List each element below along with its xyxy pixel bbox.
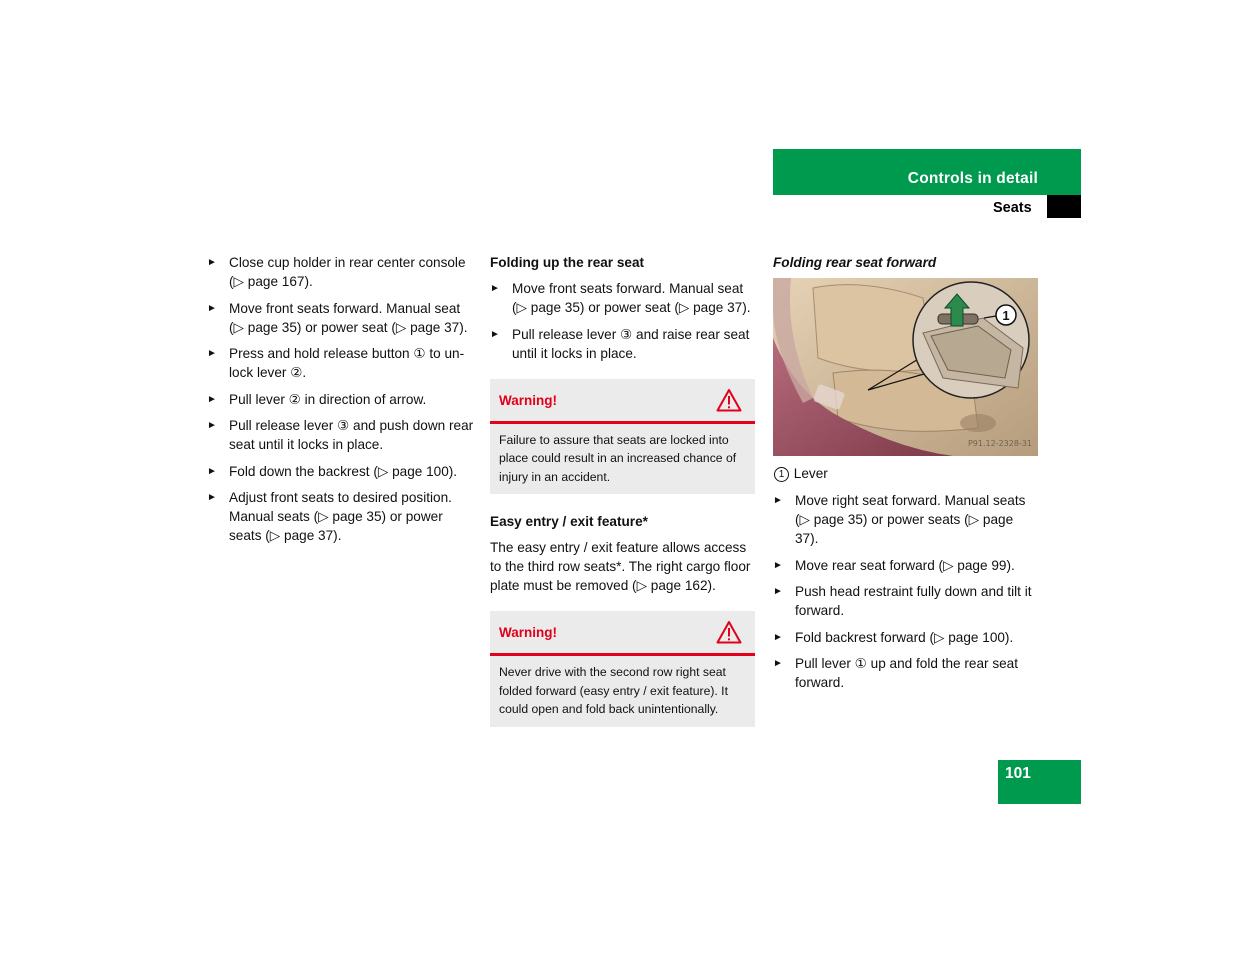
warning-box xyxy=(490,611,755,727)
caption-callout-number: 1 xyxy=(774,467,789,482)
bullet-arrow-icon: ► xyxy=(207,393,217,405)
warning-title: Warning! xyxy=(499,392,557,408)
list-item: ► Push head restraint fully down and tilt it forward. xyxy=(773,584,1032,618)
bullet-arrow-icon: ► xyxy=(207,420,217,431)
bullet-arrow-icon: ► xyxy=(773,658,783,669)
column-left xyxy=(207,253,475,553)
list-item: ► Move rear seat forward (▷ page 99). xyxy=(773,557,1015,573)
warning-box xyxy=(490,379,755,495)
bullet-arrow-icon: ► xyxy=(207,348,217,359)
list-item: ► Fold backrest forward (▷ page 100). xyxy=(773,629,1014,645)
instruction-list xyxy=(490,279,756,363)
list-item: ► Adjust front seats to desired position. Manual seats (▷ page 35) or power seats (▷ page 37). xyxy=(207,490,452,543)
bullet-arrow-icon: ► xyxy=(207,257,217,268)
body-paragraph: The easy entry / exit feature allows access to the third row seats*. The right cargo floor plate must be removed (▷ page 162). xyxy=(490,540,751,594)
warning-header xyxy=(490,611,755,656)
list-item: ► Pull release lever ③ and push down rear seat until it locks in place. xyxy=(207,418,474,452)
list-item: ► Move front seats forward. Manual seat (▷ page 35) or power seat (▷ page 37). xyxy=(490,281,751,315)
list-item: ► Pull lever ① up and fold the rear seat forward. xyxy=(773,656,1019,690)
warning-title: Warning! xyxy=(499,625,557,641)
rear-seat-lever-illustration xyxy=(773,278,1038,456)
list-item: ► Pull release lever ③ and raise rear seat until it locks in place. xyxy=(490,326,750,361)
list-item: ► Close cup holder in rear center console (▷ page 167). xyxy=(207,255,466,289)
warning-header xyxy=(490,379,755,424)
column-middle xyxy=(490,253,756,727)
seat-illustration-drawing xyxy=(773,278,1038,456)
bullet-arrow-icon: ► xyxy=(773,559,783,571)
warning-triangle-icon xyxy=(716,388,742,412)
section-title: Controls in detail xyxy=(907,170,1038,187)
subsection-title: Seats xyxy=(993,200,1032,216)
section-heading: Easy entry / exit feature* xyxy=(490,514,648,530)
instruction-list xyxy=(207,253,475,545)
bullet-arrow-icon: ► xyxy=(207,465,217,477)
figure-code: P91.12-2328-31 xyxy=(967,439,1032,448)
page-number: 101 xyxy=(1005,765,1031,782)
bullet-arrow-icon: ► xyxy=(490,328,500,340)
list-item: ► Move right seat forward. Manual seats (▷ page 35) or power seats (▷ page 37). xyxy=(773,493,1026,546)
figure-heading: Folding rear seat forward xyxy=(773,255,937,270)
warning-text: Failure to assure that seats are locked into place could result in an increased chance of injury in an accident. xyxy=(499,432,737,484)
figure-caption: 1 Lever xyxy=(773,464,1039,483)
page-number-box xyxy=(998,760,1081,804)
section-heading: Folding up the rear seat xyxy=(490,255,645,270)
list-item: ► Move front seats forward. Manual seat (▷ page 35) or power seat (▷ page 37). xyxy=(207,300,468,335)
column-right xyxy=(773,253,1039,700)
warning-text: Never drive with the second row right seat folded forward (easy entry / exit feature). It could open and fold back unintentionally. xyxy=(499,665,728,717)
section-header-bar xyxy=(773,149,1081,195)
bullet-arrow-icon: ► xyxy=(773,495,783,506)
bullet-arrow-icon: ► xyxy=(207,302,217,314)
list-item: ► Fold down the backrest (▷ page 100). xyxy=(207,463,458,479)
subsection-marker xyxy=(1047,195,1081,218)
bullet-arrow-icon: ► xyxy=(207,492,217,503)
list-item: ► Pull lever ② in direction of arrow. xyxy=(207,391,427,407)
bullet-arrow-icon: ► xyxy=(490,283,500,294)
warning-triangle-icon xyxy=(716,620,742,644)
bullet-arrow-icon: ► xyxy=(773,586,783,597)
instruction-list xyxy=(773,491,1039,692)
figure-callout-number: 1 xyxy=(1002,308,1010,323)
list-item: ► Press and hold release button ① to unlock lever ②. xyxy=(207,346,465,380)
bullet-arrow-icon: ► xyxy=(773,631,783,643)
